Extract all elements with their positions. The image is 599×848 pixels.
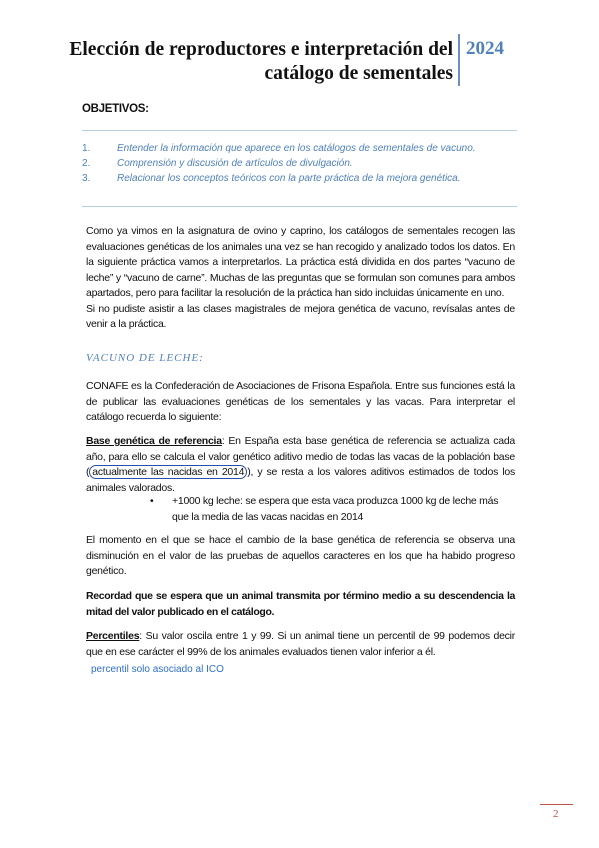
intro-note: Si no pudiste asistir a las clases magistrales de mejora genética de vacuno, revísalas antes de venir a la práctica. bbox=[86, 302, 515, 330]
footer-rule bbox=[540, 804, 573, 805]
circled-annotation: actualmente las nacidas en 2014 bbox=[89, 465, 247, 479]
bullet-text: +1000 kg leche: se espera que esta vaca produzca 1000 kg de leche más que la media de las vacas nacidas en 2014 bbox=[172, 495, 499, 523]
section-heading: VACUNO DE LECHE: bbox=[86, 352, 204, 364]
percentiles-label: Percentiles bbox=[86, 630, 140, 642]
objectives-heading: OBJETIVOS: bbox=[82, 103, 149, 115]
base-label: Base genética de referencia bbox=[86, 435, 222, 447]
percentiles-text: : Su valor oscila entre 1 y 99. Si un animal tiene un percentil de 99 podemos decir que en ese carácter el 99% de los animales evaluados tienen valor inferior a él. bbox=[86, 630, 515, 658]
objective-item bbox=[82, 141, 522, 156]
objective-text: Entender la información que aparece en los catálogos de sementales de vacuno. bbox=[117, 143, 476, 154]
document-title bbox=[33, 38, 453, 86]
intro-text: Como ya vimos en la asignatura de ovino y caprino, los catálogos de sementales recogen las evaluaciones genéticas de los animales una vez se han recogido y analizado todos los datos. En la siguiente práctica vamos a interpretarlos. La práctica está dividida en dos partes “vacuno de leche” y “vacuno de carne”. Muchas de las preguntas que se formulan son comunes para ambos apartados, pero para facilitar la resolución de la práctica han sido incluidas únicamente en uno. bbox=[86, 225, 515, 299]
objective-text: Relacionar los conceptos teóricos con la parte práctica de la mejora genética. bbox=[117, 173, 461, 184]
base-text-a: : En España esta base genética de referencia se actualiza cada año, para ello se calcula el valor genético aditivo medio de todas las vacas de la población base ( bbox=[86, 435, 516, 478]
objectives-top-rule bbox=[82, 130, 517, 131]
objective-number: 3. bbox=[82, 173, 91, 184]
base-text-b: ), y se resta a los valores aditivos estimados de todos los animales valorados. bbox=[86, 466, 515, 494]
objective-number: 1. bbox=[82, 143, 91, 154]
page-number: 2 bbox=[553, 808, 559, 820]
objective-number: 2. bbox=[82, 158, 91, 169]
objective-text: Comprensión y discusión de artículos de divulgación. bbox=[117, 158, 353, 169]
bullet-symbol: • bbox=[150, 495, 154, 507]
objectives-list bbox=[82, 141, 522, 186]
annotation-note: percentil solo asociado al ICO bbox=[91, 664, 224, 675]
objectives-bottom-rule bbox=[82, 206, 517, 207]
objective-item bbox=[82, 171, 522, 186]
title-line-2: catálogo de sementales bbox=[264, 63, 453, 84]
intro-paragraph bbox=[86, 224, 515, 333]
header-year: 2024 bbox=[466, 38, 504, 59]
percentiles-paragraph bbox=[86, 629, 515, 660]
title-line-1: Elección de reproductores e interpretación del bbox=[69, 39, 453, 60]
key-statement: Recordad que se espera que un animal transmita por término medio a su descendencia la mitad del valor publicado en el catálogo. bbox=[86, 590, 515, 618]
base-paragraph bbox=[86, 434, 515, 496]
conafe-paragraph: CONAFE es la Confederación de Asociaciones de Frisona Española. Entre sus funciones está la de publicar las evaluaciones genéticas de los sementales y las vacas. Para interpretar el catálogo recuerda lo siguiente: bbox=[86, 380, 515, 423]
header-divider bbox=[458, 34, 460, 86]
objective-item bbox=[82, 156, 522, 171]
example-bullet bbox=[150, 494, 512, 525]
change-paragraph: El momento en el que se hace el cambio de la base genética de referencia se observa una disminución en el valor de las pruebas de aquellos caracteres en los que ha habido progreso genético. bbox=[86, 534, 515, 577]
